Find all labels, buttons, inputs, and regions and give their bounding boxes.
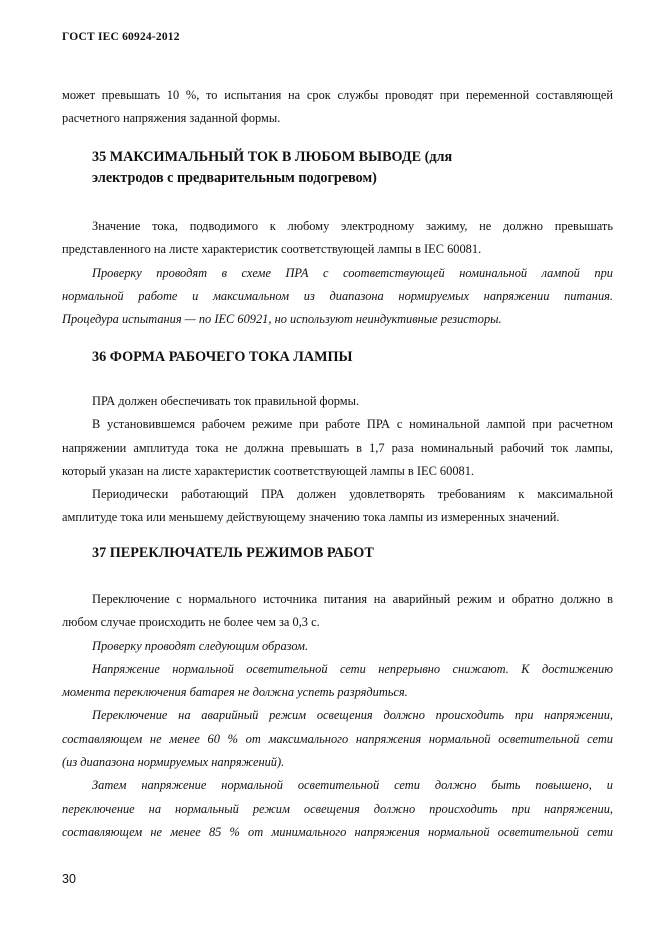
text-line: переключение на нормальный режим освещения должно происходить при напряжении,: [62, 801, 613, 816]
heading-line: 35 МАКСИМАЛЬНЫЙ ТОК В ЛЮБОМ ВЫВОДЕ (для: [92, 149, 453, 165]
section-35-body: [62, 215, 613, 331]
heading-line: электродов с предварительным подогревом): [92, 170, 377, 186]
text-line: Переключение на аварийный режим освещения должно происходить при напряжении,: [92, 708, 613, 723]
standard-header: ГОСТ IEC 60924-2012: [62, 31, 180, 43]
text-line: расчетного напряжения заданной формы.: [62, 111, 281, 126]
section-37-body: [62, 588, 613, 844]
text-line: Периодически работающий ПРА должен удовлетворять требованиям к максимальной: [92, 487, 613, 502]
page-number: 30: [62, 872, 76, 886]
text-line: В установившемся рабочем режиме при работе ПРА с номинальной лампой при расчетном: [92, 417, 613, 432]
text-line: нормальной работе и максимальном из диапазона нормируемых напряжении питания.: [62, 288, 613, 303]
text-line: Процедура испытания — по IEC 60921, но используют неиндуктивные резисторы.: [62, 312, 502, 327]
text-line: составляющем не менее 85 % от минимального напряжения нормальной осветительной сети: [62, 824, 613, 839]
section-37-heading: 37 ПЕРЕКЛЮЧАТЕЛЬ РЕЖИМОВ РАБОТ: [92, 545, 374, 561]
text-line: Значение тока, подводимого к любому электродному зажиму, не должно превышать: [92, 219, 613, 233]
text-line: может превышать 10 %, то испытания на срок службы проводят при переменной составляющей: [62, 88, 613, 102]
text-line: напряжении амплитуда тока не должна превышать в 1,7 раза номинальный рабочий ток лампы,: [62, 440, 613, 455]
section-36-heading: 36 ФОРМА РАБОЧЕГО ТОКА ЛАМПЫ: [92, 349, 353, 365]
text-line: Проверку проводят следующим образом.: [92, 638, 309, 653]
text-line: любом случае происходить не более чем за 0,3 с.: [62, 615, 320, 630]
section-36-body: [62, 390, 613, 530]
text-line: ПРА должен обеспечивать ток правильной формы.: [92, 394, 360, 408]
section-35-heading: [92, 147, 452, 189]
intro-paragraph: [62, 84, 613, 131]
text-line: момента переключения батарея не должна успеть разрядиться.: [62, 685, 408, 700]
text-line: который указан на листе характеристик соответствующей лампы в IEC 60081.: [62, 463, 475, 478]
text-line: (из диапазона нормируемых напряжений).: [62, 755, 285, 770]
text-line: Затем напряжение нормальной осветительной сети должно быть повышено, и: [92, 778, 613, 793]
text-line: амплитуде тока или меньшему действующему значению тока лампы из измеренных значений.: [62, 510, 560, 525]
text-line: Переключение с нормального источника питания на аварийный режим и обратно должно в: [92, 592, 613, 606]
text-line: составляющем не менее 60 % от максимального напряжения нормальной осветительной сети: [62, 731, 613, 746]
text-line: Проверку проводят в схеме ПРА с соответствующей номинальной лампой при: [92, 265, 613, 280]
text-line: представленного на листе характеристик соответствующей лампы в IEC 60081.: [62, 242, 482, 257]
text-line: Напряжение нормальной осветительной сети непрерывно снижают. К достижению: [92, 661, 613, 676]
